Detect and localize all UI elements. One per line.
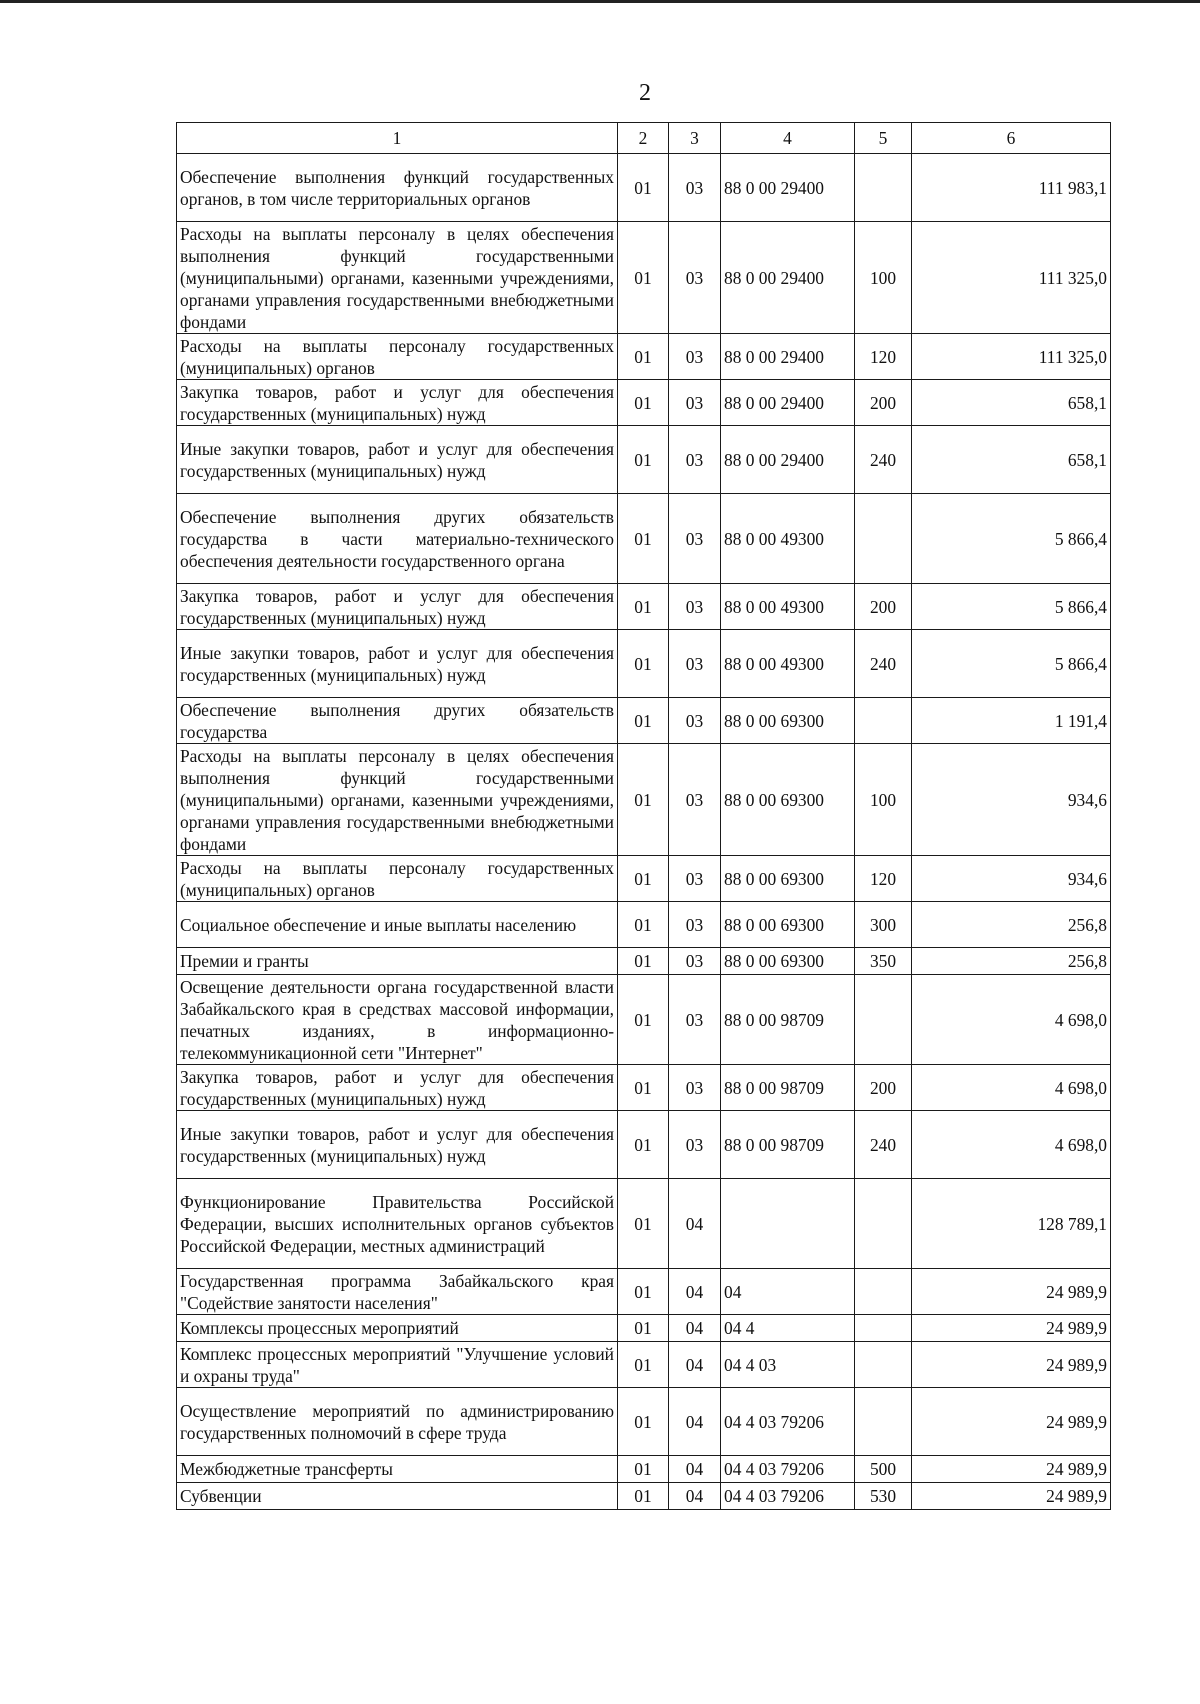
cell-expense-type: 100 [855,744,912,856]
cell-expense-type: 350 [855,948,912,975]
table-row [177,334,1111,380]
cell-subsection: 03 [669,380,721,426]
cell-amount: 934,6 [912,744,1111,856]
cell-subsection: 03 [669,902,721,948]
cell-name: Иные закупки товаров, работ и услуг для обеспечения государственных (муниципальных) нужд [177,426,618,494]
cell-amount: 934,6 [912,856,1111,902]
cell-subsection: 03 [669,1111,721,1179]
cell-expense-type: 120 [855,334,912,380]
cell-name: Межбюджетные трансферты [177,1456,618,1483]
cell-section: 01 [618,744,669,856]
table-row [177,856,1111,902]
cell-amount: 24 989,9 [912,1315,1111,1342]
cell-amount: 24 989,9 [912,1342,1111,1388]
cell-section: 01 [618,630,669,698]
cell-expense-type [855,1269,912,1315]
cell-subsection: 03 [669,856,721,902]
cell-target-article: 88 0 00 98709 [721,1111,855,1179]
cell-name: Субвенции [177,1483,618,1510]
page-number: 2 [639,80,651,106]
cell-amount: 256,8 [912,902,1111,948]
cell-section: 01 [618,584,669,630]
cell-section: 01 [618,1179,669,1269]
table-row [177,584,1111,630]
cell-section: 01 [618,426,669,494]
cell-subsection: 04 [669,1315,721,1342]
cell-expense-type: 120 [855,856,912,902]
cell-name: Расходы на выплаты персоналу в целях обеспечения выполнения функций государственными (муниципальными) органами, казенными учреждениями, органами управления государственными внебюджетными фондами [177,222,618,334]
cell-target-article: 04 4 [721,1315,855,1342]
cell-amount: 1 191,4 [912,698,1111,744]
cell-subsection: 04 [669,1179,721,1269]
cell-target-article: 88 0 00 49300 [721,494,855,584]
cell-expense-type: 300 [855,902,912,948]
table-row [177,630,1111,698]
cell-target-article: 88 0 00 49300 [721,584,855,630]
cell-name: Государственная программа Забайкальского края "Содействие занятости населения" [177,1269,618,1315]
cell-section: 01 [618,975,669,1065]
table-row [177,222,1111,334]
cell-amount: 24 989,9 [912,1269,1111,1315]
cell-subsection: 03 [669,584,721,630]
cell-expense-type: 240 [855,426,912,494]
cell-name: Обеспечение выполнения других обязательств государства в части материально-технического обеспечения деятельности государственного органа [177,494,618,584]
cell-subsection: 03 [669,975,721,1065]
cell-target-article: 88 0 00 49300 [721,630,855,698]
cell-section: 01 [618,948,669,975]
table-row [177,1065,1111,1111]
table-row [177,975,1111,1065]
cell-section: 01 [618,154,669,222]
header-cell-4: 4 [721,123,855,154]
cell-amount: 111 983,1 [912,154,1111,222]
cell-target-article: 04 4 03 79206 [721,1388,855,1456]
cell-expense-type [855,1315,912,1342]
cell-section: 01 [618,1111,669,1179]
header-cell-3: 3 [669,123,721,154]
cell-name: Иные закупки товаров, работ и услуг для обеспечения государственных (муниципальных) нужд [177,1111,618,1179]
table-row [177,494,1111,584]
cell-amount: 24 989,9 [912,1456,1111,1483]
cell-name: Расходы на выплаты персоналу государственных (муниципальных) органов [177,334,618,380]
header-cell-2: 2 [618,123,669,154]
cell-name: Обеспечение выполнения других обязательств государства [177,698,618,744]
cell-subsection: 03 [669,1065,721,1111]
cell-name: Осуществление мероприятий по администрированию государственных полномочий в сфере труда [177,1388,618,1456]
table-row [177,1388,1111,1456]
cell-section: 01 [618,1456,669,1483]
cell-name: Функционирование Правительства Российской Федерации, высших исполнительных органов субъектов Российской Федерации, местных администраций [177,1179,618,1269]
table-row [177,1483,1111,1510]
cell-section: 01 [618,1315,669,1342]
header-cell-5: 5 [855,123,912,154]
cell-section: 01 [618,1269,669,1315]
cell-target-article: 04 4 03 79206 [721,1483,855,1510]
cell-name: Комплексы процессных мероприятий [177,1315,618,1342]
cell-name: Освещение деятельности органа государственной власти Забайкальского края в средствах массовой информации, печатных изданиях, в информационно-телекоммуникационной сети "Интернет" [177,975,618,1065]
table-body [177,154,1111,1510]
cell-expense-type [855,1179,912,1269]
cell-expense-type [855,975,912,1065]
cell-expense-type: 100 [855,222,912,334]
cell-amount: 128 789,1 [912,1179,1111,1269]
table-row [177,1342,1111,1388]
cell-subsection: 03 [669,222,721,334]
cell-amount: 658,1 [912,426,1111,494]
cell-name: Расходы на выплаты персоналу государственных (муниципальных) органов [177,856,618,902]
header-cell-6: 6 [912,123,1111,154]
cell-target-article [721,1179,855,1269]
cell-section: 01 [618,1483,669,1510]
cell-amount: 658,1 [912,380,1111,426]
cell-expense-type [855,698,912,744]
cell-subsection: 03 [669,948,721,975]
header-cell-1: 1 [177,123,618,154]
cell-section: 01 [618,856,669,902]
cell-amount: 5 866,4 [912,630,1111,698]
cell-amount: 4 698,0 [912,975,1111,1065]
cell-target-article: 04 4 03 [721,1342,855,1388]
cell-target-article: 88 0 00 29400 [721,222,855,334]
table-row [177,154,1111,222]
cell-target-article: 88 0 00 69300 [721,744,855,856]
cell-target-article: 88 0 00 98709 [721,975,855,1065]
cell-subsection: 03 [669,744,721,856]
table-row [177,1315,1111,1342]
table-row [177,698,1111,744]
cell-target-article: 88 0 00 69300 [721,856,855,902]
cell-name: Премии и гранты [177,948,618,975]
cell-name: Закупка товаров, работ и услуг для обеспечения государственных (муниципальных) нужд [177,1065,618,1111]
cell-target-article: 88 0 00 29400 [721,154,855,222]
cell-subsection: 04 [669,1483,721,1510]
cell-expense-type: 240 [855,630,912,698]
cell-expense-type: 530 [855,1483,912,1510]
cell-amount: 24 989,9 [912,1483,1111,1510]
cell-subsection: 03 [669,426,721,494]
cell-section: 01 [618,1388,669,1456]
table-row [177,1269,1111,1315]
cell-expense-type: 500 [855,1456,912,1483]
cell-amount: 5 866,4 [912,494,1111,584]
cell-expense-type [855,494,912,584]
cell-amount: 111 325,0 [912,222,1111,334]
cell-target-article: 88 0 00 69300 [721,698,855,744]
cell-subsection: 03 [669,630,721,698]
cell-amount: 24 989,9 [912,1388,1111,1456]
cell-subsection: 03 [669,154,721,222]
cell-amount: 256,8 [912,948,1111,975]
cell-amount: 4 698,0 [912,1111,1111,1179]
cell-expense-type [855,154,912,222]
table-row [177,426,1111,494]
cell-subsection: 04 [669,1269,721,1315]
cell-amount: 5 866,4 [912,584,1111,630]
cell-target-article: 04 [721,1269,855,1315]
table-row [177,744,1111,856]
cell-expense-type [855,1388,912,1456]
cell-section: 01 [618,902,669,948]
cell-name: Социальное обеспечение и иные выплаты населению [177,902,618,948]
cell-section: 01 [618,698,669,744]
table-row [177,902,1111,948]
cell-section: 01 [618,380,669,426]
cell-target-article: 88 0 00 69300 [721,948,855,975]
cell-name: Обеспечение выполнения функций государственных органов, в том числе территориальных органов [177,154,618,222]
cell-amount: 111 325,0 [912,334,1111,380]
cell-expense-type: 200 [855,380,912,426]
table-row [177,1111,1111,1179]
header-row [177,123,1111,154]
cell-section: 01 [618,494,669,584]
cell-subsection: 03 [669,494,721,584]
table-row [177,948,1111,975]
cell-target-article: 04 4 03 79206 [721,1456,855,1483]
cell-target-article: 88 0 00 29400 [721,334,855,380]
cell-section: 01 [618,1065,669,1111]
cell-target-article: 88 0 00 29400 [721,380,855,426]
cell-name: Закупка товаров, работ и услуг для обеспечения государственных (муниципальных) нужд [177,584,618,630]
cell-expense-type: 200 [855,584,912,630]
table-row [177,1179,1111,1269]
cell-section: 01 [618,334,669,380]
cell-target-article: 88 0 00 69300 [721,902,855,948]
cell-subsection: 03 [669,334,721,380]
cell-name: Иные закупки товаров, работ и услуг для обеспечения государственных (муниципальных) нужд [177,630,618,698]
top-rule [0,0,1200,3]
cell-expense-type [855,1342,912,1388]
cell-expense-type: 240 [855,1111,912,1179]
cell-name: Расходы на выплаты персоналу в целях обеспечения выполнения функций государственными (муниципальными) органами, казенными учреждениями, органами управления государственными внебюджетными фондами [177,744,618,856]
table-row [177,380,1111,426]
cell-expense-type: 200 [855,1065,912,1111]
budget-table [176,122,1111,1510]
cell-section: 01 [618,222,669,334]
cell-target-article: 88 0 00 98709 [721,1065,855,1111]
cell-subsection: 04 [669,1456,721,1483]
cell-target-article: 88 0 00 29400 [721,426,855,494]
cell-subsection: 03 [669,698,721,744]
cell-section: 01 [618,1342,669,1388]
table-row [177,1456,1111,1483]
cell-name: Закупка товаров, работ и услуг для обеспечения государственных (муниципальных) нужд [177,380,618,426]
cell-name: Комплекс процессных мероприятий "Улучшение условий и охраны труда" [177,1342,618,1388]
cell-subsection: 04 [669,1388,721,1456]
cell-amount: 4 698,0 [912,1065,1111,1111]
cell-subsection: 04 [669,1342,721,1388]
